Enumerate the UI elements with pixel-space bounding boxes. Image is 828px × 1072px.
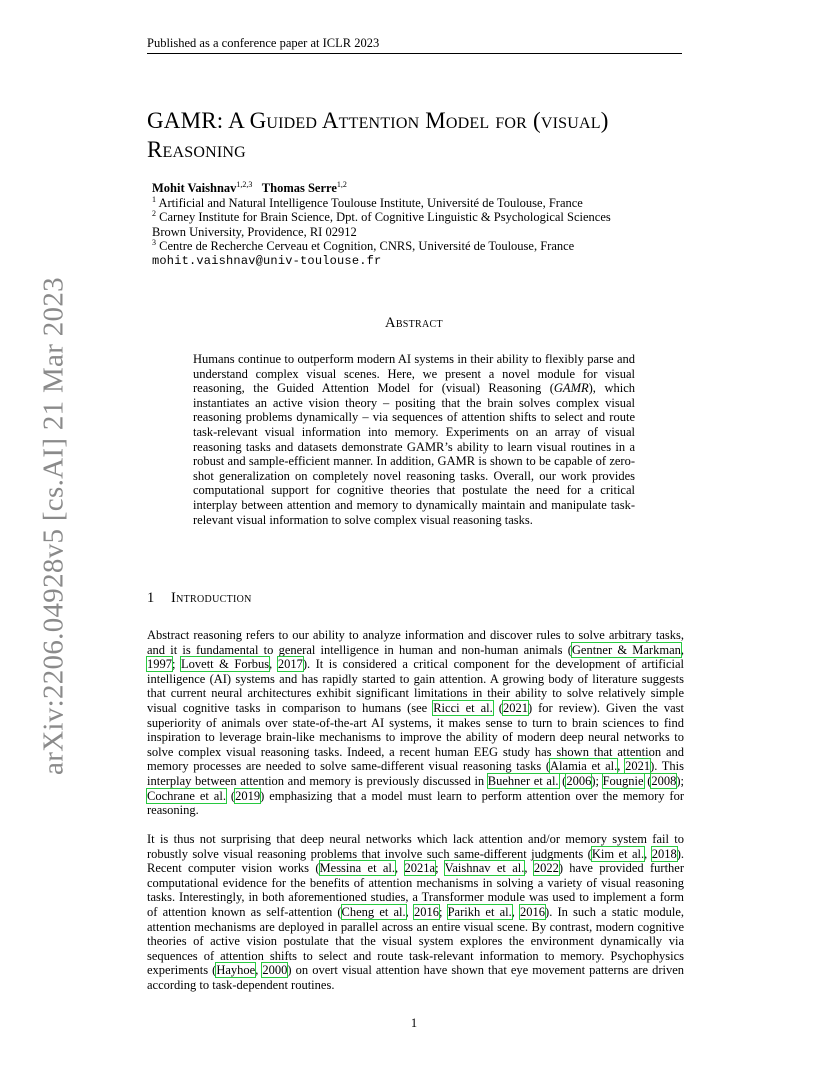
- citation-link[interactable]: 2017: [277, 657, 303, 672]
- citation-link[interactable]: 2016: [520, 904, 546, 919]
- affil-sup: 3: [152, 237, 156, 247]
- citation-link[interactable]: Cheng et al.: [341, 904, 406, 919]
- citation-link[interactable]: 1997: [147, 657, 172, 672]
- running-header: Published as a conference paper at ICLR 2023: [147, 36, 380, 50]
- page-number: 1: [410, 1016, 418, 1030]
- section-heading: [147, 590, 252, 607]
- author-name: Thomas Serre: [261, 181, 337, 195]
- paragraph: Abstract reasoning refers to our ability to analyze information and discover rules to solve arbitrary tasks, and it is fundamental to general intelligence in human and non-human animals (Gentner & Markman, 1997; Lovett & Forbus, 2017). It is considered a critical component for the development of artificial intelligence (AI) systems and has rapidly started to gain attention. A growing body of literature suggests that current neural architectures exhibit significant limitations in their ability to solve relatively simple visual cognitive tasks in comparison to humans (see Ricci et al. (2021) for review). Given the vast superiority of animals over state-of-the-art AI systems, it makes sense to turn to brain sciences to find inspiration to leverage brain-like mechanisms to improve the ability of modern deep neural networks to solve complex visual reasoning tasks. Indeed, a recent human EEG study has shown that attention and memory processes are needed to solve same-different visual reasoning tasks (Alamia et al., 2021). This interplay between attention and memory is previously discussed in Buehner et al. (2006); Fougnie (2008); Cochrane et al. (2019) emphasizing that a model must learn to perform attention over the memory for reasoning.: [147, 628, 685, 818]
- citation-link[interactable]: 2018: [651, 846, 677, 861]
- citation-link[interactable]: Cochrane et al.: [147, 788, 226, 803]
- header-rule: [147, 53, 682, 54]
- citation-link[interactable]: Alamia et al.: [550, 759, 618, 774]
- affil-text: Carney Institute for Brain Science, Dpt. of Cognitive Linguistic & Psychological Sciences: [159, 210, 611, 224]
- author-email[interactable]: mohit.vaishnav@univ-toulouse.fr: [152, 253, 382, 268]
- citation-link[interactable]: Gentner & Markman: [571, 642, 681, 657]
- citation-link[interactable]: 2008: [651, 773, 677, 788]
- abstract-emphasis: GAMR: [553, 381, 589, 396]
- citation-link[interactable]: Parikh et al.: [447, 904, 512, 919]
- abstract-heading: Abstract: [385, 315, 443, 331]
- citation-link[interactable]: 2021: [625, 759, 651, 774]
- citation-link[interactable]: 2000: [262, 963, 288, 978]
- arxiv-identifier[interactable]: arXiv:2206.04928v5 [cs.AI] 21 Mar 2023: [37, 277, 70, 775]
- citation-link[interactable]: Buehner et al.: [487, 773, 559, 788]
- citation-link[interactable]: Lovett & Forbus: [181, 657, 270, 672]
- citation-link[interactable]: 2021a: [404, 861, 436, 876]
- citation-link[interactable]: Fougnie: [602, 773, 644, 788]
- affil-text: Artificial and Natural Intelligence Toulouse Institute, Université de Toulouse, France: [158, 195, 583, 210]
- citation-link[interactable]: Vaishnav et al.: [444, 861, 525, 876]
- paragraph: It is thus not surprising that deep neural networks which lack attention and/or memory system fail to robustly solve visual reasoning problems that involve such same-different judgments (Kim et al., 2018). Recent computer vision works (Messina et al., 2021a; Vaishnav et al., 2022) have provided further computational evidence for the benefits of attention mechanisms in solving a variety of visual reasoning tasks. Interestingly, in both aforementioned studies, a Transformer module was used to implement a form of attention known as self-attention (Cheng et al., 2016; Parikh et al., 2016). In such a static module, attention mechanisms are deployed in parallel across an entire visual scene. By contrast, modern cognitive theories of active vision postulate that the visual system explores the environment dynamically via sequences of attention shifts to select and route task-relevant information to memory. Psychophysics experiments (Hayhoe, 2000) on overt visual attention have shown that eye movement patterns are driven according to task-dependent routines.: [147, 832, 685, 992]
- citation-link[interactable]: 2016: [413, 904, 439, 919]
- affil-text: Brown University, Providence, RI 02912: [152, 224, 357, 239]
- section-number: 1: [147, 590, 155, 606]
- title-line-2: Reasoning: [147, 137, 246, 162]
- abstract-part: ), which instantiates an active vision theory – positing that the brain solves complex visual reasoning problems dynamically – via sequences of attention shifts to select and route task-relevant visual information into memory. Experiments on an array of visual reasoning tasks and datasets demonstrate GAMR’s ability to learn visual routines in a robust and sample-efficient manner. In addition, GAMR is shown to be capable of zero-shot generalization on completely novel reasoning tasks. Overall, our work provides computational support for cognitive theories that postulate the need for a critical interplay between attention and memory to dynamically maintain and manipulate task-relevant visual information to solve complex visual reasoning tasks.: [193, 381, 635, 527]
- author-affil-sup: 1,2,3: [236, 179, 253, 189]
- affiliation: [152, 239, 692, 254]
- affiliation: [152, 196, 692, 211]
- author-line: [152, 181, 692, 196]
- citation-link[interactable]: Ricci et al.: [433, 700, 493, 715]
- citation-link[interactable]: 2006: [566, 773, 592, 788]
- abstract-text: [193, 352, 635, 527]
- affil-text: Centre de Recherche Cerveau et Cognition, CNRS, Université de Toulouse, France: [159, 239, 575, 253]
- abstract-part: Humans continue to outperform modern AI systems in their ability to flexibly parse and understand complex visual scenes. Here, we present a novel module for visual reasoning, the Guided Attention Model for (visual) Reasoning (: [193, 352, 635, 396]
- section-title: Introduction: [171, 590, 252, 606]
- paper-title: [147, 106, 707, 164]
- citation-link[interactable]: Kim et al.: [591, 846, 645, 861]
- citation-link[interactable]: 2021: [502, 700, 528, 715]
- title-line-1: GAMR: A Guided Attention Model for (visual): [147, 108, 609, 133]
- author-affil-sup: 1,2: [336, 179, 347, 189]
- affil-sup: 1: [152, 194, 156, 204]
- citation-link[interactable]: Messina et al.: [319, 861, 396, 876]
- citation-link[interactable]: Hayhoe: [216, 963, 256, 978]
- author-name: Mohit Vaishnav: [152, 181, 237, 195]
- author-block: [152, 181, 692, 268]
- affil-sup: 2: [152, 208, 156, 218]
- citation-link[interactable]: 2019: [235, 788, 261, 803]
- affiliation: [152, 210, 692, 225]
- citation-link[interactable]: 2022: [533, 861, 559, 876]
- affiliation: [152, 225, 692, 240]
